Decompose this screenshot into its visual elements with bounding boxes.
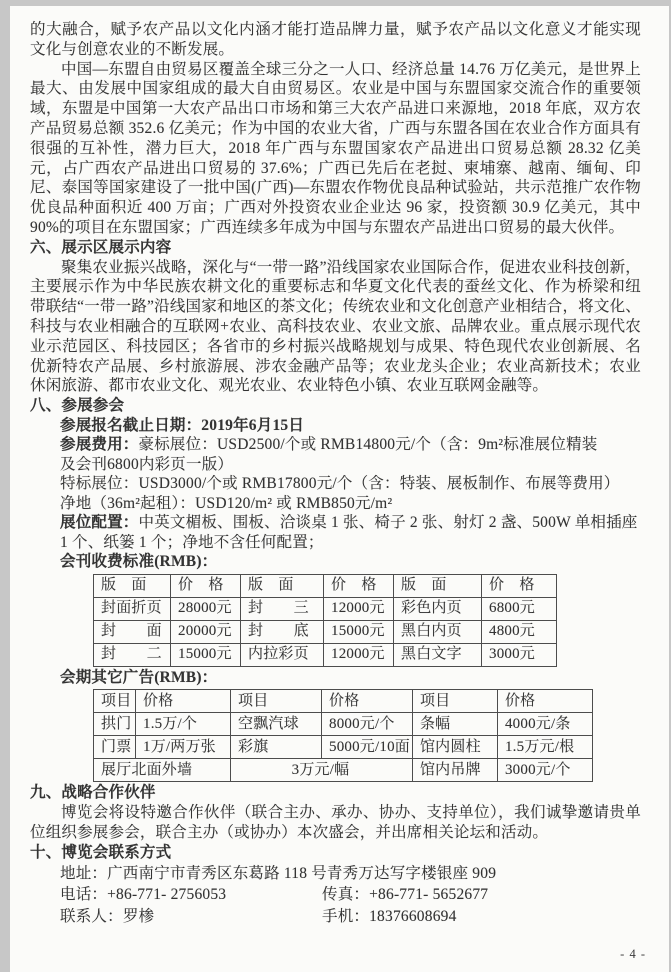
journal-price-table: [93, 574, 557, 667]
ads-header-cell: 项目: [231, 690, 322, 713]
journal-cell: 封面折页: [94, 597, 171, 620]
section8-details: [60, 416, 641, 572]
paragraph-china-asean-trade: 中国—东盟自由贸易区覆盖全球三分之一人口、经济总量 14.76 万亿美元，是世界上最大、由发展中国家组成的最大自由贸易区。农业是中国与东盟国家交流合作的重要领域，东盟是中国第一大农产品出口市场和第三大农产品进口来源地，2018 年底，双方农产品贸易总额 352.6 亿美元；作为中国的农业大省，广西与东盟各国在农业合作方面具有很强的互补性，潜力巨大，2018 年广西与东盟国家农产品进出口贸易总额 28.32 亿美元，占广西农产品进出口贸易的 37.6%；广西已先后在老挝、柬埔寨、越南、缅甸、印尼、泰国等国家建设了一批中国(广西)—东盟农作物优良品种试验站，共示范推广农作物优良品种面积近 400 万亩；广西对外投资农业企业达 96 家，投资额 30.9 亿美元，其中 90%的项目在东盟国家；广西连续多年成为中国与东盟农产品进出口贸易的最大伙伴。: [30, 60, 641, 236]
journal-cell: 封 底: [241, 620, 324, 643]
ads-cell: 1.5万元/根: [497, 736, 592, 759]
fee-line: [60, 435, 641, 455]
section9-body: 博览会将设特邀合作伙伴（联合主办、承办、协办、支持单位），我们诚挚邀请贵单位组织参展参会，联合主办（或协办）本次盛会，并出席相关论坛和活动。: [30, 804, 641, 842]
journal-price-label: 会刊收费标准(RMB)：: [60, 553, 218, 571]
ads-label-wrap: [60, 668, 641, 688]
journal-table-header-row: [94, 574, 557, 597]
address-line: [60, 863, 641, 885]
ads-cell-wall: 展厅北面外墙: [94, 759, 231, 782]
journal-cell: 封 三: [241, 597, 324, 620]
journal-cell: 12000元: [324, 643, 394, 666]
ads-cell: 门票: [94, 736, 136, 759]
ads-header-cell: 价格: [497, 690, 592, 713]
section10-heading: 十、博览会联系方式: [30, 843, 172, 861]
journal-header-cell: 价 格: [171, 574, 241, 597]
fee-text: 豪标展位：USD2500/个或 RMB14800元/个（含：9m²标准展位精装: [138, 436, 598, 454]
ads-table-row: [94, 736, 593, 759]
ads-table-header-row: [94, 690, 593, 713]
phone-label: 电话：: [60, 886, 108, 904]
document-content: [10, 6, 669, 927]
booth-config-continuation: 1 个、纸篓 1 个；净地不含任何配置；: [60, 533, 324, 551]
section6-heading: 六、展示区展示内容: [30, 238, 172, 256]
mobile-value: 18376608694: [369, 907, 457, 925]
paragraph-culture-continuation: 的大融合，赋予农产品以文化内涵才能打造品牌力量，赋予农产品以文化意义才能实现文化与创意农业的不断发展。: [30, 21, 641, 58]
journal-cell: 内拉彩页: [241, 643, 324, 666]
ads-cell: 5000元/10面: [322, 736, 413, 759]
page-number: - 4 -: [620, 947, 646, 961]
booth-config-label: 展位配置：: [60, 514, 139, 532]
raw-space-line: 净地（36m²起租）：USD120/m² 或 RMB850元/m²: [60, 494, 393, 512]
journal-cell: 黑白内页: [394, 620, 482, 643]
document-page: [10, 6, 669, 972]
ads-cell: 空飘汽球: [231, 713, 322, 736]
ads-cell: 彩旗: [231, 736, 322, 759]
fee-line-continuation: 及会刊6800内彩页一版）: [60, 455, 234, 473]
journal-cell: 20000元: [171, 620, 241, 643]
ads-header-cell: 项目: [94, 690, 136, 713]
address-label: 地址：: [60, 864, 108, 882]
ads-cell: 馆内圆柱: [412, 736, 497, 759]
ads-cell: 1.5万/个: [136, 713, 231, 736]
journal-cell: 28000元: [171, 597, 241, 620]
journal-header-cell: 版 面: [394, 574, 482, 597]
ads-table-span-row: [94, 759, 593, 782]
ads-cell-tag: 馆内吊牌: [412, 759, 497, 782]
ads-table-row: [94, 713, 593, 736]
section9-heading: 九、战略合作伙伴: [30, 784, 156, 802]
person-mobile-line: [60, 906, 641, 928]
fax-label: 传真：: [322, 886, 370, 904]
contact-info: [60, 863, 641, 928]
ads-cell-wall-price: 3万元/幅: [231, 759, 413, 782]
journal-cell: 15000元: [171, 643, 241, 666]
journal-cell: 彩色内页: [394, 597, 482, 620]
journal-cell: 3000元: [482, 643, 557, 666]
address-value: 广西南宁市青秀区东葛路 118 号青秀万达写字楼银座 909: [107, 864, 497, 882]
special-booth-line: 特标展位：USD3000/个或 RMB17800元/个（含：特装、展板制作、布展等费用）: [60, 475, 620, 493]
journal-cell: 6800元: [482, 597, 557, 620]
journal-table-row: [94, 643, 557, 666]
journal-cell: 黑白文字: [394, 643, 482, 666]
ads-cell: 条幅: [412, 713, 497, 736]
journal-header-cell: 价 格: [482, 574, 557, 597]
mobile-label: 手机：: [322, 907, 370, 925]
booth-config-line: [60, 513, 641, 533]
registration-deadline: 参展报名截止日期：2019年6月15日: [60, 416, 305, 434]
ads-header-cell: 价格: [322, 690, 413, 713]
ads-cell-tag-price: 3000元/个: [497, 759, 592, 782]
journal-header-cell: 价 格: [324, 574, 394, 597]
journal-cell: 15000元: [324, 620, 394, 643]
ads-price-table: [93, 689, 593, 782]
journal-cell: 封 二: [94, 643, 171, 666]
ads-header-cell: 项目: [412, 690, 497, 713]
ads-cell: 4000元/条: [497, 713, 592, 736]
ads-cell: 1万/两万张: [136, 736, 231, 759]
journal-table-row: [94, 620, 557, 643]
fee-label: 参展费用：: [60, 436, 139, 454]
phone-fax-line: [60, 884, 641, 906]
fax-value: +86-771- 5652677: [369, 886, 489, 904]
ads-header-cell: 价格: [136, 690, 231, 713]
ads-price-label: 会期其它广告(RMB)：: [60, 668, 218, 686]
contact-person-value: 罗椮: [122, 907, 155, 925]
ads-cell: 拱门: [94, 713, 136, 736]
journal-header-cell: 版 面: [241, 574, 324, 597]
section6-body: 聚集农业振兴战略，深化与“一带一路”沿线国家农业国际合作，促进农业科技创新，主要展示作为中华民族农耕文化的重要标志和华夏文化代表的蚕丝文化、作为桥梁和纽带联结“一带一路”沿线国家和地区的茶文化；传统农业和文化创意产业相结合，将文化、科技与农业相融合的互联网+农业、高科技农业、农业文旅、品牌农业。重点展示现代农业示范园区、科技园区；各省市的乡村振兴战略规划与成果、特色现代农业创新展、名优新特农产品展、乡村旅游展、涉农金融产品等；农业龙头企业；农业高新技术；农业休闲旅游、都市农业文化、观光农业、农业特色小镇、农业互联网金融等。: [30, 258, 641, 395]
journal-table-row: [94, 597, 557, 620]
booth-config-text: 中英文楣板、围板、洽谈桌 1 张、椅子 2 张、射灯 2 盏、500W 单相插座: [138, 514, 638, 532]
phone-value: +86-771- 2756053: [107, 886, 227, 904]
journal-cell: 12000元: [324, 597, 394, 620]
journal-cell: 封 面: [94, 620, 171, 643]
ads-cell: 8000元/个: [322, 713, 413, 736]
section8-heading: 八、参展参会: [30, 397, 125, 415]
journal-header-cell: 版 面: [94, 574, 171, 597]
contact-person-label: 联系人：: [60, 907, 123, 925]
journal-cell: 4800元: [482, 620, 557, 643]
